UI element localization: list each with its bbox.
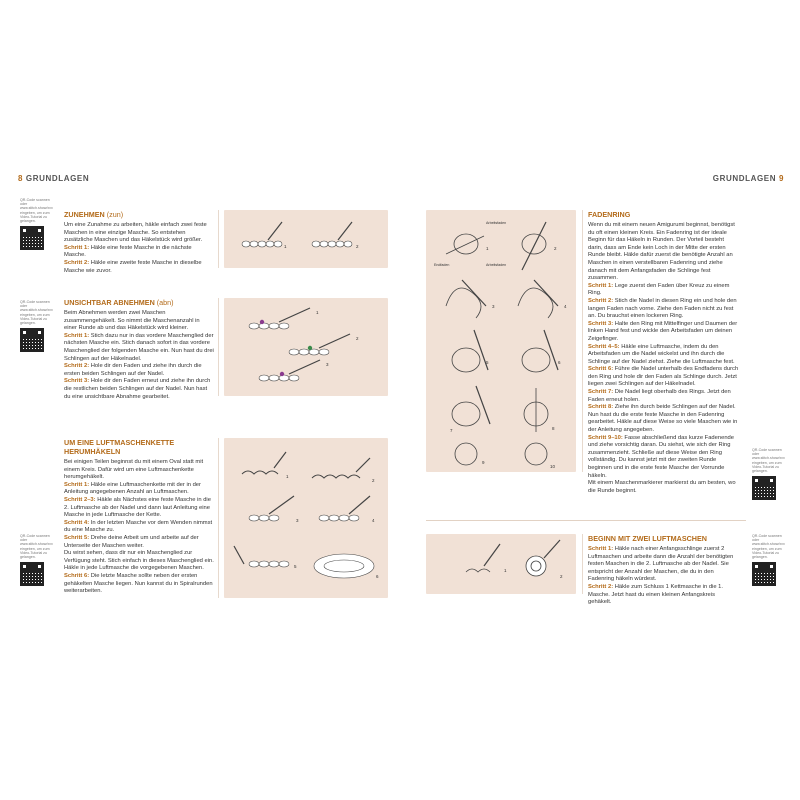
step [588, 546, 740, 584]
step-text: Mit einem Maschenmarkierer markierst du am besten, wo die Runde beginnt. [588, 480, 736, 494]
illu-step-number: 1 [316, 310, 319, 315]
divider [218, 438, 219, 598]
illu-label: Endfaden [434, 263, 450, 267]
step-text: Hole dir den Faden und ziehe ihn durch die ersten beiden Schlingen auf der Nadel. [64, 363, 202, 377]
step [588, 321, 740, 344]
step-label: Schritt 1: [64, 244, 90, 251]
step-label: Schritt 6: [588, 366, 614, 373]
title-text: ZUNEHMEN [64, 210, 105, 219]
step [64, 482, 214, 497]
section-title: BEGINN MIT ZWEI LUFTMASCHEN [588, 534, 707, 543]
step [588, 344, 740, 367]
illu-step-number: 5 [486, 360, 489, 365]
illu-step-number: 3 [492, 304, 495, 309]
step [588, 283, 740, 298]
step [64, 573, 214, 596]
section-fadenring [588, 210, 740, 495]
step-label: Schritt 8: [588, 404, 614, 411]
illustration-zunehmen [224, 210, 388, 268]
illu-step-number: 1 [284, 244, 287, 249]
illu-step-number: 7 [450, 428, 453, 433]
step-text: Hole dir den Faden erneut und ziehe ihn durch die restlichen beiden Schlingen auf der Nadel. Nun hast du eine unsichtbare Abnahme gearbeitet. [64, 378, 211, 400]
illustration-zwei-luftmaschen [426, 534, 576, 594]
right-page-header [713, 174, 784, 183]
divider [582, 534, 583, 594]
step-text: Stich dazu nur in das vordere Maschenglied der nächsten Masche ein. Stich danach sofort in das vordere Maschenglied der folgenden Masche ein. Nun hast du drei Schlingen auf der Häkelnadel. [64, 332, 214, 362]
step-text: Drehe deine Arbeit um und arbeite auf der Unterseite der Maschen weiter. [64, 534, 199, 549]
qr-fadenring[interactable] [752, 448, 785, 500]
title-text: UNSICHTBAR ABNEHMEN [64, 298, 155, 307]
left-page-header [18, 174, 89, 183]
right-page-header-title: GRUNDLAGEN [712, 174, 777, 183]
step-label: Schritt 1: [64, 481, 90, 488]
right-page [412, 170, 784, 630]
step-text: Führe die Nadel unterhalb des Endfadens durch den Ring und hole dir den Faden als Schlinge durch. Jetzt liegen zwei Schlingen auf der Häkelnadel. [588, 366, 739, 388]
illu-step-number: 4 [564, 304, 567, 309]
step-label: Schritt 9–10: [588, 434, 623, 441]
illu-step-number: 1 [504, 568, 507, 573]
illu-step-number: 2 [356, 244, 359, 249]
step-label: Schritt 1: [588, 282, 614, 289]
left-page-header-title: GRUNDLAGEN [25, 174, 90, 183]
step [588, 480, 740, 495]
step [588, 366, 740, 389]
illu-step-number: 3 [326, 362, 329, 367]
illu-step-number: 2 [356, 336, 359, 341]
step-text: In der letzten Masche vor dem Wenden nimmst du eine Masche zu. [64, 519, 213, 534]
illu-step-number: 2 [372, 478, 375, 483]
section-zunehmen [64, 210, 214, 275]
section-intro: Beim Abnehmen werden zwei Maschen zusammengehäkelt. So nimmt die Maschenanzahl in einer Runde ab und das Häkelstück wird kleiner. [64, 310, 200, 332]
step-label: Schritt 4–5: [588, 343, 620, 350]
step-label: Schritt 2–3: [64, 496, 96, 503]
step-text: Stich die Nadel in diesen Ring ein und hole den langen Faden nach vorne. Ziehe den Faden nicht zu fest an. Du brauchst einen lockeren Ring. [588, 297, 737, 320]
qr-code-icon[interactable] [752, 476, 776, 500]
step [64, 520, 214, 535]
step [588, 584, 740, 607]
step-text: Häkle als Nächstes eine feste Masche in die 2. Luftmasche ab der Nadel und dann laut Anleitung eine Masche in jede Luftmasche der Kette. [64, 496, 211, 519]
step-label: Schritt 3: [64, 378, 90, 385]
title-abbrev: (abn) [156, 298, 174, 307]
illu-step-number: 9 [482, 460, 485, 465]
step-text: Häkle zum Schluss 1 Kettmasche in die 1. Masche. Jetzt hast du einen kleinen Anfangskreis gehäkelt. [588, 583, 724, 606]
step-label: Schritt 2: [64, 259, 90, 266]
qr-zwei-luftmaschen[interactable] [752, 534, 785, 586]
divider [218, 298, 219, 396]
step [64, 550, 214, 573]
qr-code-icon[interactable] [20, 562, 44, 586]
illu-step-number: 1 [286, 474, 289, 479]
step-text: Fasse abschließend das kurze Fadenende und ziehe vorsichtig daran. Du siehst, wie sich der Ring zusammenzieht. Schließe auf diese Weise den Ring vollständig. Du kannst jetzt mit der zweiten Runde beginnen und in die erste feste Masche der Vorrunde häkeln. [588, 434, 734, 479]
step-label: Schritt 2: [64, 363, 90, 370]
step-text: Halte den Ring mit Mittelfinger und Daumen der linken Hand fest und wickle den Arbeitsfaden um deinen Zeigefinger. [588, 320, 738, 342]
illu-step-number: 3 [296, 518, 299, 523]
illu-step-number: 10 [550, 464, 556, 469]
step [588, 298, 740, 321]
illu-label: Arbeitsfaden [486, 263, 507, 267]
step [588, 435, 740, 481]
step-text: Häkle nach einer Anfangsschlinge zuerst 2 Luftmaschen und arbeite dann die Anzahl der benötigten festen Maschen in die 2. Luftmasche ab der Nadel. Sie entspricht der Anzahl der Maschen, die du in den Fadenring häkeln würdest. [588, 546, 734, 583]
illu-step-number: 2 [554, 246, 557, 251]
illustration-fadenring [426, 210, 576, 472]
step-text: Die Nadel liegt oberhalb des Rings. Jetzt den Faden erneut holen. [588, 389, 731, 403]
section-luftmaschenkette [64, 438, 214, 596]
qr-luftmaschenkette[interactable] [20, 534, 53, 586]
step-text: Häkle eine feste Masche in die nächste Masche. [64, 244, 192, 259]
illustration-luftmaschenkette [224, 438, 388, 598]
step [64, 378, 214, 401]
section-intro: Wenn du mit einem neuen Amigurumi beginnst, benötigst du oft einen kleinen Kreis. Ein Fadenring ist der ideale Beginn für das Häkeln in Runden. Der Vorteil besteht darin, dass am Ende kein Loch in der Mitte der ersten Runde bleibt. Häkle dafür zuerst die benötigte Anzahl an Maschen in einen verstellbaren Fadenring und ziehe danach mit dem Anfangsfaden die Schlinge fest zusammen. [588, 222, 735, 282]
illu-step-number: 2 [560, 574, 563, 579]
step-label: Schritt 1: [64, 332, 90, 339]
divider [582, 210, 583, 472]
step-text: Häkle eine zweite feste Masche in dieselbe Masche wie zuvor. [64, 259, 202, 274]
section-divider [426, 520, 746, 521]
step-text: Die letzte Masche sollte neben der ersten gehäkelten Masche liegen. Nun kannst du in Spiralrunden weiterarbeiten. [64, 572, 213, 595]
illu-step-number: 1 [486, 246, 489, 251]
qr-note: QR-Code scannen oder www.stitch.show/xxx eingeben, um zum Video-Tutorial zu gelangen. [20, 534, 53, 560]
step-label: Schritt 2: [588, 583, 614, 590]
illu-step-number: 5 [294, 564, 297, 569]
step [64, 363, 214, 378]
illustration-abnehmen [224, 298, 388, 396]
section-zwei-luftmaschen [588, 534, 740, 607]
step [64, 535, 214, 550]
section-abnehmen [64, 298, 214, 401]
step-label: Schritt 3: [588, 320, 614, 327]
step-text: Häkle eine Luftmasche, indem du den Arbeitsfaden um die Nadel wickelst und ihn durch die Schlinge auf der Nadel ziehst. Ziehe die Luftmasche fest. [588, 343, 735, 365]
step-text: Lege zuerst den Faden über Kreuz zu einem Ring. [588, 282, 730, 297]
step [64, 333, 214, 363]
divider [218, 210, 219, 268]
step-label: Schritt 2: [588, 297, 614, 304]
step-label: Schritt 7: [588, 389, 614, 396]
section-intro: Um eine Zunahme zu arbeiten, häkle einfach zwei feste Maschen in eine einzige Masche. So entstehen zusätzliche Maschen und das Häkelstück wird größer. [64, 222, 207, 244]
illu-step-number: 8 [552, 426, 555, 431]
step [64, 260, 214, 275]
step-text: Du wirst sehen, dass dir nur ein Maschenglied zur Verfügung steht. Stich einfach in dieses Maschenglied ein. Häkle in jede Luftmasche die vorgegebenen Maschen. [64, 550, 214, 572]
step [64, 497, 214, 520]
section-intro: Bei einigen Teilen beginnst du mit einem Oval statt mit einem Kreis. Dafür wird um eine Luftmaschenkette herumgehäkelt. [64, 459, 204, 481]
qr-code-icon[interactable] [20, 328, 44, 352]
step [588, 404, 740, 434]
step [588, 389, 740, 404]
qr-code-icon[interactable] [20, 226, 44, 250]
step-label: Schritt 1: [588, 546, 614, 552]
illu-step-number: 6 [558, 360, 561, 365]
qr-zunehmen[interactable] [20, 198, 53, 250]
qr-abnehmen[interactable] [20, 300, 53, 352]
illu-step-number: 4 [372, 518, 375, 523]
left-page [18, 170, 390, 630]
illu-label: Arbeitsfaden [486, 221, 507, 225]
section-title: FADENRING [588, 210, 631, 219]
step-label: Schritt 4: [64, 519, 90, 526]
step-label: Schritt 5: [64, 534, 90, 541]
qr-note: QR-Code scannen oder www.stitch.show/xxx eingeben, um zum Video-Tutorial zu gelangen. [20, 300, 53, 326]
left-page-number: 8 [18, 174, 24, 183]
section-title [64, 298, 214, 307]
step-text: Häkle eine Luftmaschenkette mit der in der Anleitung angegebenen Anzahl an Luftmaschen. [64, 481, 201, 496]
qr-note: QR-Code scannen oder www.stitch.show/xxx eingeben, um zum Video-Tutorial zu gelangen. [752, 448, 785, 474]
step [64, 245, 214, 260]
section-title: UM EINE LUFTMASCHENKETTE HERUMHÄKELN [64, 438, 175, 456]
qr-code-icon[interactable] [752, 562, 776, 586]
illu-step-number: 6 [376, 574, 379, 579]
qr-note: QR-Code scannen oder www.stitch.show/xxx eingeben, um zum Video-Tutorial zu gelangen. [20, 198, 53, 224]
step-text: Ziehe ihn durch beide Schlingen auf der Nadel. Nun hast du die erste feste Masche in den Fadenring gearbeitet. Häkle auf diese Weise so viele Maschen wie in der Anleitung angegeben. [588, 404, 738, 434]
step-label: Schritt 6: [64, 572, 90, 579]
section-title [64, 210, 214, 219]
title-abbrev: (zun) [106, 210, 124, 219]
right-page-number: 9 [778, 174, 784, 183]
qr-note: QR-Code scannen oder www.stitch.show/xxx eingeben, um zum Video-Tutorial zu gelangen. [752, 534, 785, 560]
